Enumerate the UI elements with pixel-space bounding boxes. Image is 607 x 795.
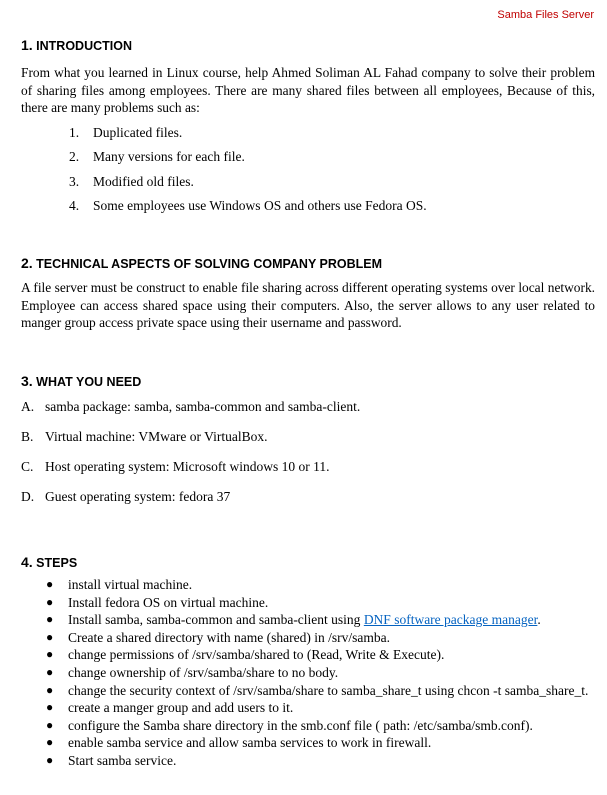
bullet-icon: ●: [46, 629, 54, 644]
list-marker: 3.: [69, 173, 80, 189]
bullet-icon: ●: [46, 700, 54, 715]
section-heading: [21, 373, 595, 390]
list-item-text: install virtual machine.: [68, 577, 193, 592]
bullet-icon: ●: [46, 682, 54, 697]
steps-list: [21, 576, 595, 770]
list-item-text: Some employees use Windows OS and others use Fedora OS.: [93, 198, 427, 214]
list-item-text: change the security context of /srv/samba/share to samba_share_t using chcon -t samba_share_t.: [68, 682, 589, 698]
section-number: 4.: [21, 554, 33, 570]
list-item: [21, 576, 595, 594]
section-title: INTRODUCTION: [36, 39, 132, 53]
list-item-text: Many versions for each file.: [93, 149, 245, 165]
list-marker: C.: [21, 459, 34, 474]
list-item: [21, 734, 595, 752]
list-item-text: create a manger group and add users to it.: [68, 700, 294, 716]
list-item: [21, 717, 595, 735]
list-item-text: Duplicated files.: [93, 124, 183, 140]
section-heading: [21, 554, 595, 571]
list-item: [21, 197, 595, 222]
section-heading: [21, 37, 595, 54]
section-number: 2.: [21, 255, 33, 271]
list-item-text: Install fedora OS on virtual machine.: [68, 594, 269, 610]
bullet-icon: ●: [46, 664, 54, 679]
list-item: [21, 682, 595, 700]
section-number: 1.: [21, 37, 33, 53]
list-marker: A.: [21, 399, 35, 414]
list-item-text: samba package: samba, samba-common and samba-client.: [45, 399, 361, 414]
section-title: TECHNICAL ASPECTS OF SOLVING COMPANY PROBLEM: [36, 257, 383, 271]
list-item: [21, 611, 595, 629]
list-item: [21, 664, 595, 682]
list-item-text-before-link: Install samba, samba-common and samba-client using: [68, 612, 364, 628]
list-item: [21, 428, 595, 458]
section-introduction: [21, 37, 595, 222]
list-item: [21, 458, 595, 488]
list-item: [21, 646, 595, 664]
bullet-icon: ●: [46, 577, 54, 591]
dnf-package-manager-link[interactable]: DNF software package manager: [363, 612, 538, 628]
bullet-icon: ●: [46, 612, 54, 627]
bullet-icon: ●: [46, 735, 54, 750]
list-marker: 1.: [69, 124, 80, 140]
bullet-icon: ●: [46, 752, 54, 767]
list-item-text: Create a shared directory with name (shared) in /srv/samba.: [68, 629, 391, 645]
list-item-text: configure the Samba share directory in the smb.conf file ( path: /etc/samba/smb.conf).: [68, 717, 533, 733]
list-item: [21, 148, 595, 173]
intro-paragraph: From what you learned in Linux course, help Ahmed Soliman AL Fahad company to solve their problem of sharing files among employees. There are many shared files between all employees, Because of this, there are many problems such as:: [21, 65, 595, 115]
list-marker: B.: [21, 429, 34, 444]
section-what-you-need: [21, 373, 595, 518]
section-number: 3.: [21, 373, 33, 389]
list-item: [21, 752, 595, 770]
requirements-list: [21, 398, 595, 518]
list-marker: 4.: [69, 198, 80, 214]
problems-list: [21, 124, 595, 222]
list-item-text: enable samba service and allow samba services to work in firewall.: [68, 735, 432, 751]
list-item-text: Guest operating system: fedora 37: [45, 489, 231, 504]
list-item-text: Start samba service.: [68, 752, 177, 768]
bullet-icon: ●: [46, 647, 54, 662]
list-item: [21, 124, 595, 149]
list-item-text: change permissions of /srv/samba/shared to (Read, Write & Execute).: [68, 647, 445, 663]
list-item: [21, 398, 595, 428]
list-item: [21, 594, 595, 612]
list-item-text-after-link: .: [537, 612, 541, 628]
list-item-text: change ownership of /srv/samba/share to no body.: [68, 664, 339, 680]
list-item: [21, 699, 595, 717]
bullet-icon: ●: [46, 717, 54, 732]
technical-paragraph: A file server must be construct to enable file sharing across different operating systems over local network. Employee can access shared space using their computers. Also, the server allows to any user related to manger group access private space using their username and password.: [21, 280, 595, 330]
list-marker: 2.: [69, 149, 80, 165]
section-steps: [21, 554, 595, 770]
list-marker: D.: [21, 489, 35, 504]
list-item-text: Host operating system: Microsoft windows 10 or 11.: [45, 459, 330, 474]
list-item: [21, 629, 595, 647]
section-title: STEPS: [36, 556, 78, 570]
list-item-text: Virtual machine: VMware or VirtualBox.: [45, 429, 268, 444]
list-item: [21, 488, 595, 518]
section-heading: [21, 255, 595, 272]
section-title: WHAT YOU NEED: [36, 375, 142, 389]
list-item-text: Modified old files.: [93, 173, 194, 189]
page-header-title: Samba Files Server: [497, 9, 594, 21]
bullet-icon: ●: [46, 594, 54, 609]
section-technical-aspects: [21, 255, 595, 332]
list-item: [21, 173, 595, 198]
